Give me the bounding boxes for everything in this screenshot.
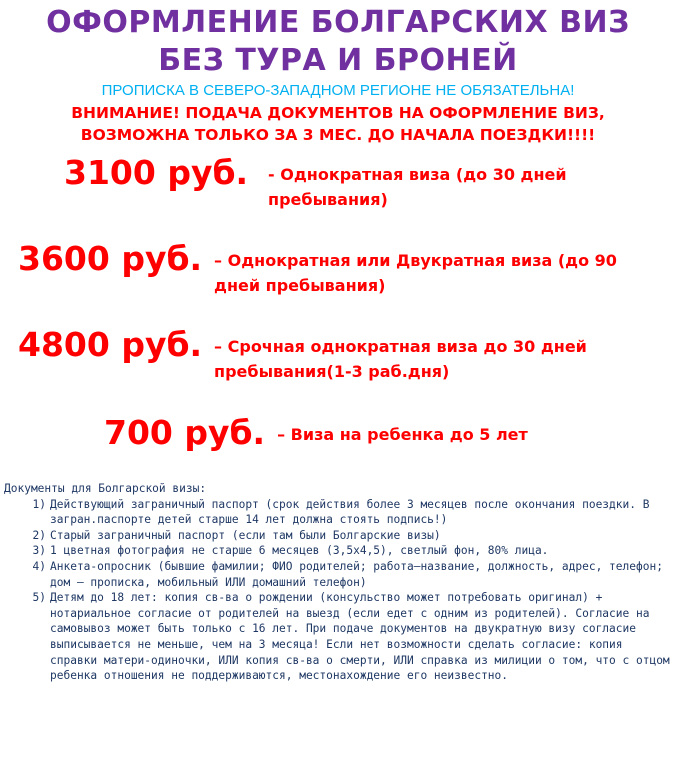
list-item-number: 2) [32, 528, 46, 542]
registration-note: ПРОПИСКА В СЕВЕРО-ЗАПАДНОМ РЕГИОНЕ НЕ ОБЯЗАТЕЛЬНА! [101, 82, 575, 99]
warning-line-2: ВОЗМОЖНА ТОЛЬКО ЗА 3 МЕС. ДО НАЧАЛА ПОЕЗДКИ!!!! [80, 126, 596, 144]
page-title [0, 4, 676, 80]
price-amount: 700 руб. [104, 413, 266, 452]
list-item-text: Действующий заграничный паспорт (срок действия более 3 месяцев после окончания поездки. В загран.паспорте детей старше 14 лет должна стоять подпись!) [50, 497, 650, 527]
list-item [4, 528, 672, 544]
documents-list [4, 497, 672, 684]
title-line-1: ОФОРМЛЕНИЕ БОЛГАРСКИХ ВИЗ [46, 5, 630, 40]
list-item-text: 1 цветная фотография не старше 6 месяцев (3,5х4,5), светлый фон, 80% лица. [50, 544, 549, 558]
documents-section [4, 481, 672, 684]
price-row-single-30 [64, 154, 644, 212]
price-description: – Однократная или Двукратная виза (до 90 дней пребывания) [214, 251, 617, 295]
list-item [4, 559, 672, 590]
price-row-express [18, 326, 668, 384]
price-row-child [104, 414, 664, 452]
list-item-number: 3) [32, 544, 46, 558]
list-item-text: Анкета-опросник (бывшие фамилии; ФИО родителей; работа–название, должность, адрес, телефон; дом – прописка, мобильный ИЛИ домашний телефон) [50, 559, 663, 589]
price-amount: 4800 руб. [18, 325, 203, 364]
list-item-number: 1) [32, 497, 46, 511]
list-item [4, 497, 672, 528]
list-item [4, 590, 672, 684]
list-item [4, 543, 672, 559]
warning-notice [0, 102, 676, 146]
list-item-number: 4) [32, 559, 46, 573]
title-line-2: БЕЗ ТУРА И БРОНЕЙ [158, 43, 518, 78]
documents-heading: Документы для Болгарской визы: [4, 482, 207, 495]
list-item-text: Детям до 18 лет: копия св-ва о рождении (консульство может потребовать оригинал) + нотариальное согласие от родителей на выезд (если едет с одним из родителей). Согласие на самовывоз может быть только с 16 лет. При подаче документов на двукратную визу согласие выписывается не меньше, чем на 3 месяца! Если нет возможности сделать согласие: копия справки матери-одиночки, ИЛИ копия св-ва о смерти, ИЛИ справка из милиции о том, что с отцом ребенка отношения не поддерживаются, местонахождение его неизвестно. [50, 591, 670, 683]
price-description: - Однократная виза (до 30 дней пребывания) [268, 165, 567, 209]
price-description: – Виза на ребенка до 5 лет [277, 425, 528, 444]
list-item-text: Старый заграничный паспорт (если там были Болгарские визы) [50, 528, 441, 542]
list-item-number: 5) [32, 591, 46, 605]
price-amount: 3100 руб. [64, 153, 249, 192]
price-amount: 3600 руб. [18, 239, 203, 278]
price-description: – Срочная однократная виза до 30 дней пребывания(1-3 раб.дня) [214, 337, 587, 381]
price-row-double-90 [18, 240, 668, 298]
warning-line-1: ВНИМАНИЕ! ПОДАЧА ДОКУМЕНТОВ НА ОФОРМЛЕНИЕ ВИЗ, [71, 104, 605, 122]
